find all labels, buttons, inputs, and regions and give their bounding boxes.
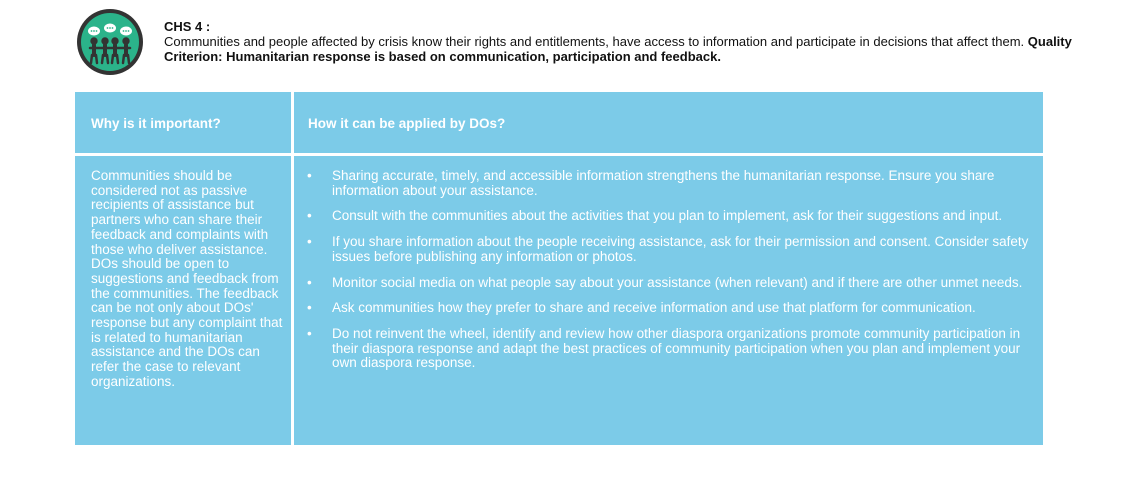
bullet-icon: • bbox=[307, 274, 312, 290]
list-item-text: Consult with the communities about the activities that you plan to implement, ask for their suggestions and input. bbox=[332, 208, 1003, 224]
bullet-icon: • bbox=[307, 208, 312, 224]
list-item-text: If you share information about the people receiving assistance, ask for their permission and consent. Consider safety issues before publishing any information or photos. bbox=[332, 234, 1029, 264]
header-divider bbox=[75, 153, 1043, 156]
column-header-why: Why is it important? bbox=[91, 116, 221, 131]
importance-text: Communities should be considered not as passive recipients of assistance but partners who can share their feedback and complaints with those who deliver assistance. DOs should be open to suggestions and feedback from the communities. The feedback can be not only about DOs' response but any complaint that is related to humanitarian assistance and the DOs can refer the case to relevant organizations. bbox=[91, 168, 283, 389]
list-item-text: Sharing accurate, timely, and accessible information strengthens the humanitarian response. Ensure you share information about your assistance. bbox=[332, 168, 995, 198]
chs-table bbox=[75, 92, 1043, 445]
application-list bbox=[307, 169, 1032, 382]
bullet-icon: • bbox=[307, 325, 312, 341]
commitment-text: Communities and people affected by crisis know their rights and entitlements, have access to information and participate in decisions that affect them. bbox=[164, 34, 1025, 49]
list-item-text: Monitor social media on what people say about your assistance (when relevant) and if there are other unmet needs. bbox=[332, 274, 1023, 290]
standard-description bbox=[164, 34, 1104, 64]
list-item-text: Do not reinvent the wheel, identify and review how other diaspora organizations promote community participation in their diaspora response and adapt the best practices of community participation when you plan and implement your own diaspora response. bbox=[332, 325, 1021, 371]
bullet-icon: • bbox=[307, 234, 312, 250]
list-item bbox=[307, 209, 1032, 224]
column-header-how: How it can be applied by DOs? bbox=[308, 116, 506, 131]
list-item-text: Ask communities how they prefer to share and receive information and use that platform for communication. bbox=[332, 300, 976, 316]
quality-criterion: Quality Criterion: Humanitarian response is based on communication, participation and feedback. bbox=[164, 34, 1072, 64]
list-item bbox=[307, 169, 1032, 198]
bullet-icon: • bbox=[307, 300, 312, 316]
column-divider bbox=[291, 92, 294, 445]
header bbox=[164, 20, 1104, 64]
community-people-icon bbox=[76, 8, 144, 76]
standard-title: CHS 4 : bbox=[164, 19, 211, 34]
bullet-icon: • bbox=[307, 168, 312, 183]
list-item bbox=[307, 276, 1032, 291]
list-item bbox=[307, 327, 1032, 371]
list-item bbox=[307, 235, 1032, 264]
list-item bbox=[307, 301, 1032, 316]
